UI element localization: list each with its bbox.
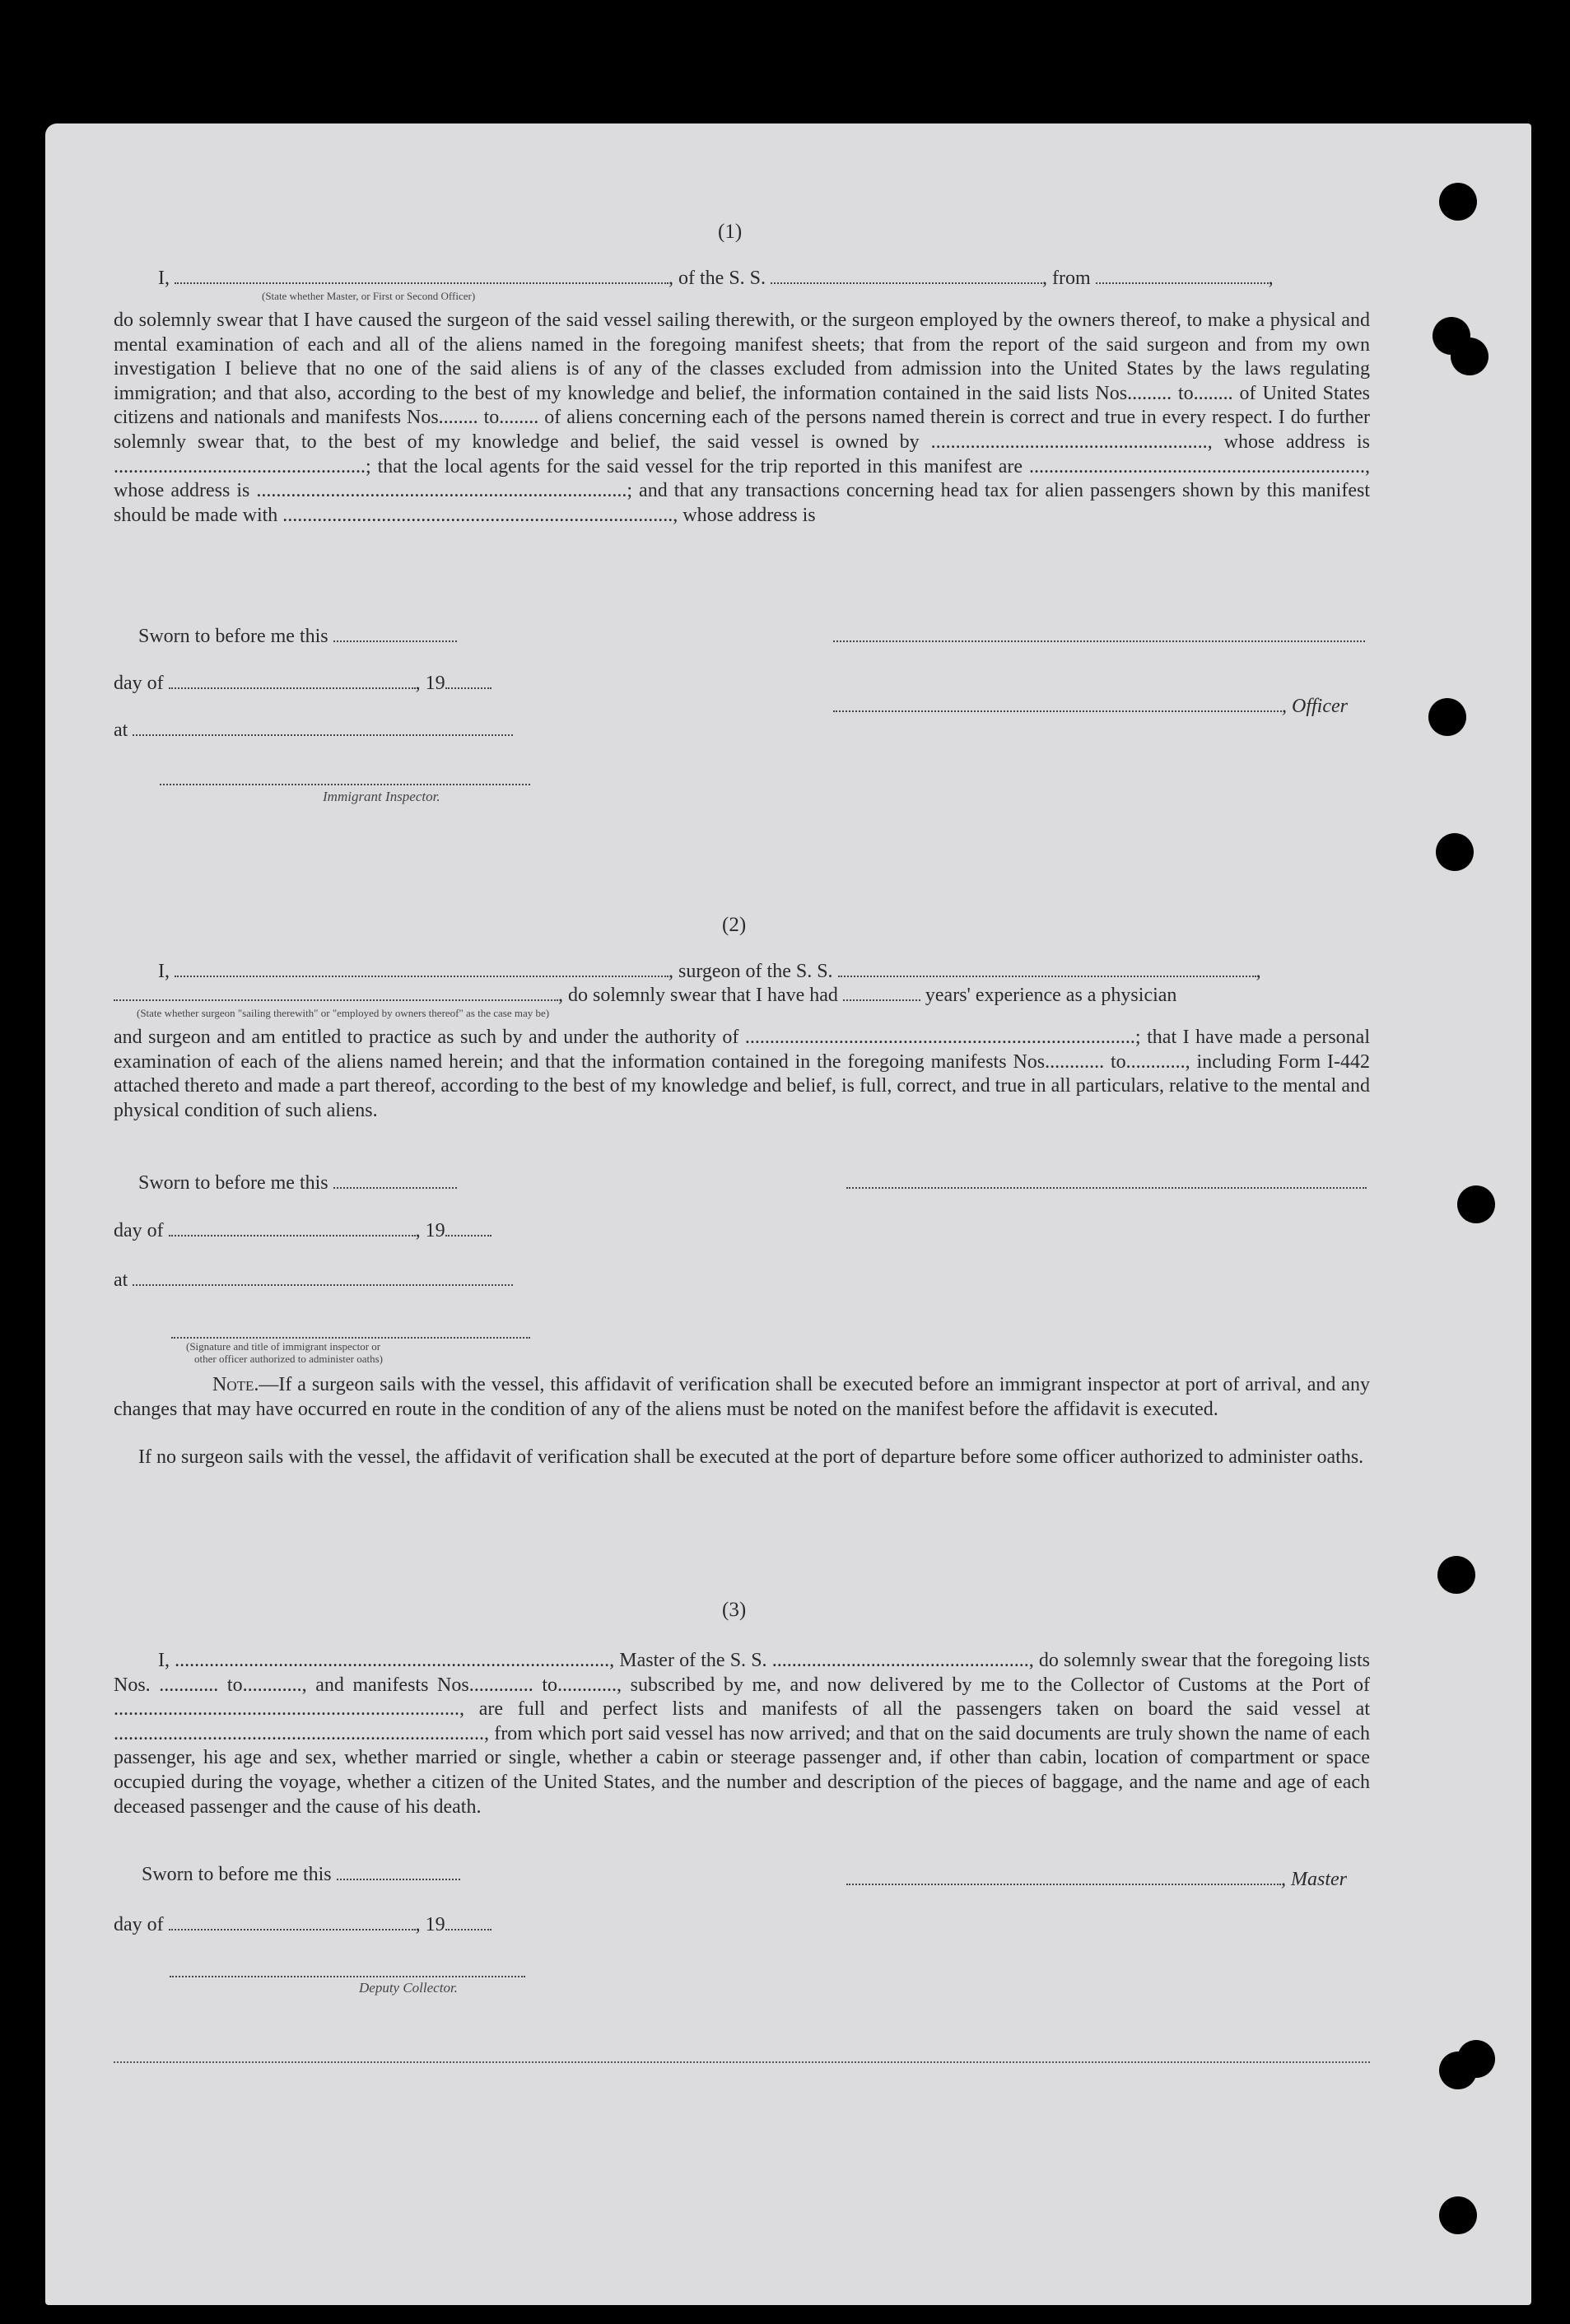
sworn-line-2 <box>138 1171 457 1195</box>
section-2-heading: (2) <box>722 914 747 936</box>
note-label: Note. <box>212 1374 259 1395</box>
day-of-label: day of <box>114 1914 164 1935</box>
at-line-2 <box>114 1268 513 1292</box>
note-2-text: If no surgeon sails with the vessel, the affidavit of verification shall be executed at the port of departure before some officer authorized to administer oaths. <box>138 1446 1364 1468</box>
sworn-label: Sworn to before me this <box>138 1172 328 1194</box>
sworn-date-field-2[interactable] <box>333 1182 457 1189</box>
label-i: I, <box>158 268 170 289</box>
officer-label: , Officer <box>1282 696 1348 717</box>
master-line <box>846 1867 1347 1892</box>
day-field-3[interactable] <box>169 1924 416 1930</box>
deputy-caption: Deputy Collector. <box>359 1980 458 1996</box>
year-field-2[interactable] <box>445 1230 491 1237</box>
swear-text: , do solemnly swear that I have had <box>558 985 838 1006</box>
vessel-name-field-2[interactable] <box>838 971 1256 977</box>
day-of-label: day of <box>114 1220 164 1241</box>
officer-signature-field[interactable] <box>833 636 1365 642</box>
officer-caption: (State whether Master, or First or Second Officer) <box>262 290 476 302</box>
from-port-field[interactable] <box>1096 277 1269 284</box>
inspector-caption: Immigrant Inspector. <box>323 789 440 804</box>
label-i: I, <box>158 961 170 982</box>
section-2-line-1 <box>158 959 1261 984</box>
punch-hole <box>1451 338 1488 375</box>
master-label: , Master <box>1281 1869 1347 1890</box>
label-of-ss: , of the S. S. <box>669 268 766 289</box>
surgeon-name-field[interactable] <box>175 971 669 977</box>
comma: , <box>1256 961 1261 982</box>
vessel-name-field[interactable] <box>771 277 1042 284</box>
section-1-heading: (1) <box>718 221 743 243</box>
punch-hole <box>1428 698 1466 736</box>
sworn-label: Sworn to before me this <box>138 626 328 647</box>
comma: , <box>1268 268 1274 289</box>
administrator-signature-field[interactable] <box>171 1332 530 1339</box>
day-of-label: day of <box>114 673 164 694</box>
punch-hole <box>1436 833 1474 871</box>
master-signature-field[interactable] <box>846 1879 1281 1885</box>
section-3-paragraph: I, ........................................................................................, Master of the S. S. ...................................................., do solemnly swear that the foregoing lists Nos. ............ to............, and manifests Nos............. to............, subscribed by me, and now delivered by me to the Collector of Customs at the Port of ......................................................................, are full and perfect lists and manifests of all the passengers taken on board the said vessel at ..........................................................................., from which port said vessel has now arrived; and that on the said documents are truly shown the name of each passenger, his age and sex, whether married or single, whether a cabin or steerage passenger and, if other than cabin, location of compartment or space occupied during the voyage, whether a citizen of the United States, and the number and description of the pieces of baggage, and the name and age of each deceased passenger and the cause of his death. <box>114 1650 1370 1818</box>
officer-name-field[interactable] <box>175 277 669 284</box>
sworn-date-field[interactable] <box>333 636 457 642</box>
years-field[interactable] <box>843 994 920 1001</box>
sworn-date-field-3[interactable] <box>337 1874 460 1880</box>
punch-hole <box>1457 1185 1495 1223</box>
note-paragraph <box>114 1373 1370 1422</box>
surgeon-caption: (State whether surgeon "sailing therewith" or "employed by owners thereof" as the case may be) <box>137 1007 550 1019</box>
section-1-paragraph: do solemnly swear that I have caused the surgeon of the said vessel sailing therewith, or the surgeon employed by the owners thereof, to make a physical and mental examination of each and all of the aliens named in the foregoing manifest sheets; that from the report of the said surgeon and from my own investigation I believe that no one of the said aliens is of any of the classes excluded from admission into the United States by the laws regulating immigration; and that also, according to the best of my knowledge and belief, the information contained in the said lists Nos......... to........ of United States citizens and nationals and manifests Nos........ to........ of aliens concerning each of the persons named therein is correct and true in every respect. I do further solemnly swear that, to the best of my knowledge and belief, the said vessel is owned by ........................................................, whose address is ...................................................; that the local agents for the said vessel for the trip reported in this manifest are ...................................................................., whose address is ...........................................................................; and that any transactions concerning head tax for alien passengers shown by this manifest should be made with ..............................................................................., whose address is <box>114 310 1370 526</box>
surgeon-signature-field[interactable] <box>846 1182 1367 1189</box>
punch-hole <box>1457 2040 1495 2078</box>
at-label: at <box>114 720 128 741</box>
at-line-1 <box>114 718 513 743</box>
day-field-2[interactable] <box>169 1230 416 1237</box>
section-3-heading: (3) <box>722 1599 747 1621</box>
year-label: , 19 <box>415 1220 445 1241</box>
signature-caption-1: (Signature and title of immigrant inspector or <box>186 1340 381 1353</box>
at-label: at <box>114 1269 128 1291</box>
punch-hole <box>1437 1556 1475 1594</box>
day-line-1 <box>114 671 491 696</box>
section-2-line-2 <box>114 983 1176 1008</box>
at-place-field-2[interactable] <box>133 1279 513 1286</box>
year-label: , 19 <box>415 673 445 694</box>
year-label: , 19 <box>415 1914 445 1935</box>
sworn-line-3 <box>142 1862 460 1887</box>
section-2-paragraph: and surgeon and am entitled to practice as such by and under the authority of ...............................................................................; that I have made a personal examination of each of the aliens named herein; and that the information contained in the foregoing manifests Nos............ to............, including Form I-442 attached thereto and made a part thereof, according to the best of my knowledge and belief, is full, correct, and true in all particulars, relative to the mental and physical condition of such aliens. <box>114 1027 1370 1121</box>
surgeon-status-field[interactable] <box>114 994 558 1001</box>
year-field-3[interactable] <box>445 1924 491 1930</box>
sworn-line-1 <box>138 624 457 649</box>
at-place-field[interactable] <box>133 729 513 736</box>
punch-hole <box>1439 2196 1477 2234</box>
note-text: —If a surgeon sails with the vessel, this affidavit of verification shall be executed before an immigrant inspector at port of arrival, and any changes that may have occurred en route in the condition of any of the aliens must be noted on the manifest before the affidavit is executed. <box>114 1374 1370 1420</box>
years-text: years' experience as a physician <box>925 985 1177 1006</box>
label-from: , from <box>1042 268 1091 289</box>
deputy-signature-field[interactable] <box>170 1971 525 1977</box>
officer-title-field[interactable] <box>833 706 1282 712</box>
officer-line <box>833 694 1348 719</box>
sworn-label: Sworn to before me this <box>142 1864 332 1885</box>
day-field[interactable] <box>169 682 416 689</box>
day-line-3 <box>114 1912 491 1937</box>
signature-caption-2: other officer authorized to administer oaths) <box>194 1353 383 1365</box>
bottom-divider <box>114 2061 1370 2063</box>
punch-hole <box>1439 183 1477 221</box>
section-1-line-1 <box>158 266 1274 291</box>
inspector-signature-field[interactable] <box>160 779 530 785</box>
day-line-2 <box>114 1218 491 1243</box>
year-field[interactable] <box>445 682 491 689</box>
note-2-paragraph <box>114 1446 1370 1470</box>
label-surgeon: , surgeon of the S. S. <box>669 961 833 982</box>
